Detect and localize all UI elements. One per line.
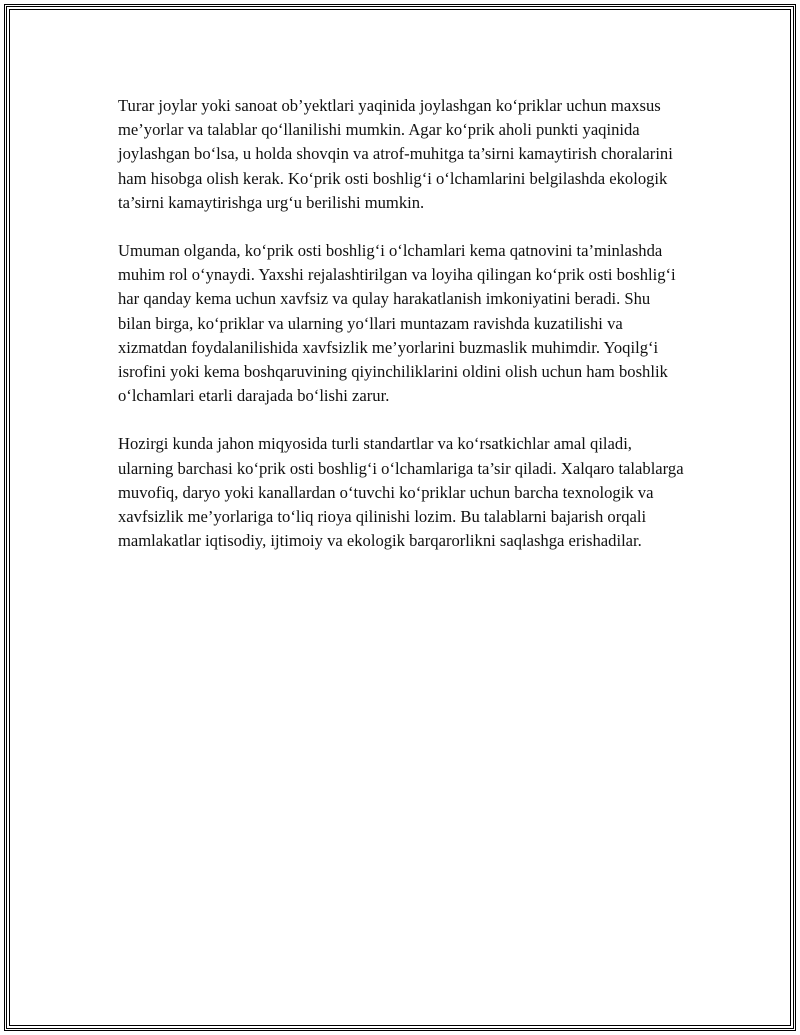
paragraph-2: Umuman olganda, koʻprik osti boshligʻi oʻlchamlari kema qatnovini ta’minlashda muhim rol oʻynaydi. Yaxshi rejalashtirilgan va loyiha qilingan koʻprik osti boshligʻi har qanday kema uchun xavfsiz va qulay harakatlanish imkoniyatini beradi. Shu bilan birga, koʻpriklar va ularning yoʻllari muntazam ravishda kuzatilishi va xizmatdan foydalanilishida xavfsizlik me’yorlarini buzmaslik muhimdir. Yoqilgʻi isrofini yoki kema boshqaruvining qiyinchiliklarini oldini olish uchun ham boshlik oʻlchamlari etarli darajada boʻlishi zarur. [118, 241, 676, 406]
document-body [118, 94, 684, 577]
paragraph-3: Hozirgi kunda jahon miqyosida turli standartlar va koʻrsatkichlar amal qiladi, ularning barchasi koʻprik osti boshligʻi oʻlchamlariga ta’sir qiladi. Xalqaro talablarga muvofiq, daryo yoki kanallardan oʻtuvchi koʻpriklar uchun barcha texnologik va xavfsizlik me’yorlariga toʻliq rioya qilinishi lozim. Bu talablarni bajarish orqali mamlakatlar iqtisodiy, ijtimoiy va ekologik barqarorlikni saqlashga erishadilar. [118, 434, 684, 551]
paragraph-1: Turar joylar yoki sanoat ob’yektlari yaqinida joylashgan koʻpriklar uchun maxsus me’yorlar va talablar qoʻllanilishi mumkin. Agar koʻprik aholi punkti yaqinida joylashgan boʻlsa, u holda shovqin va atrof-muhitga ta’sirni kamaytirish choralarini ham hisobga olish kerak. Koʻprik osti boshligʻi oʻlchamlarini belgilashda ekologik ta’sirni kamaytirishga urgʻu berilishi mumkin. [118, 96, 673, 212]
